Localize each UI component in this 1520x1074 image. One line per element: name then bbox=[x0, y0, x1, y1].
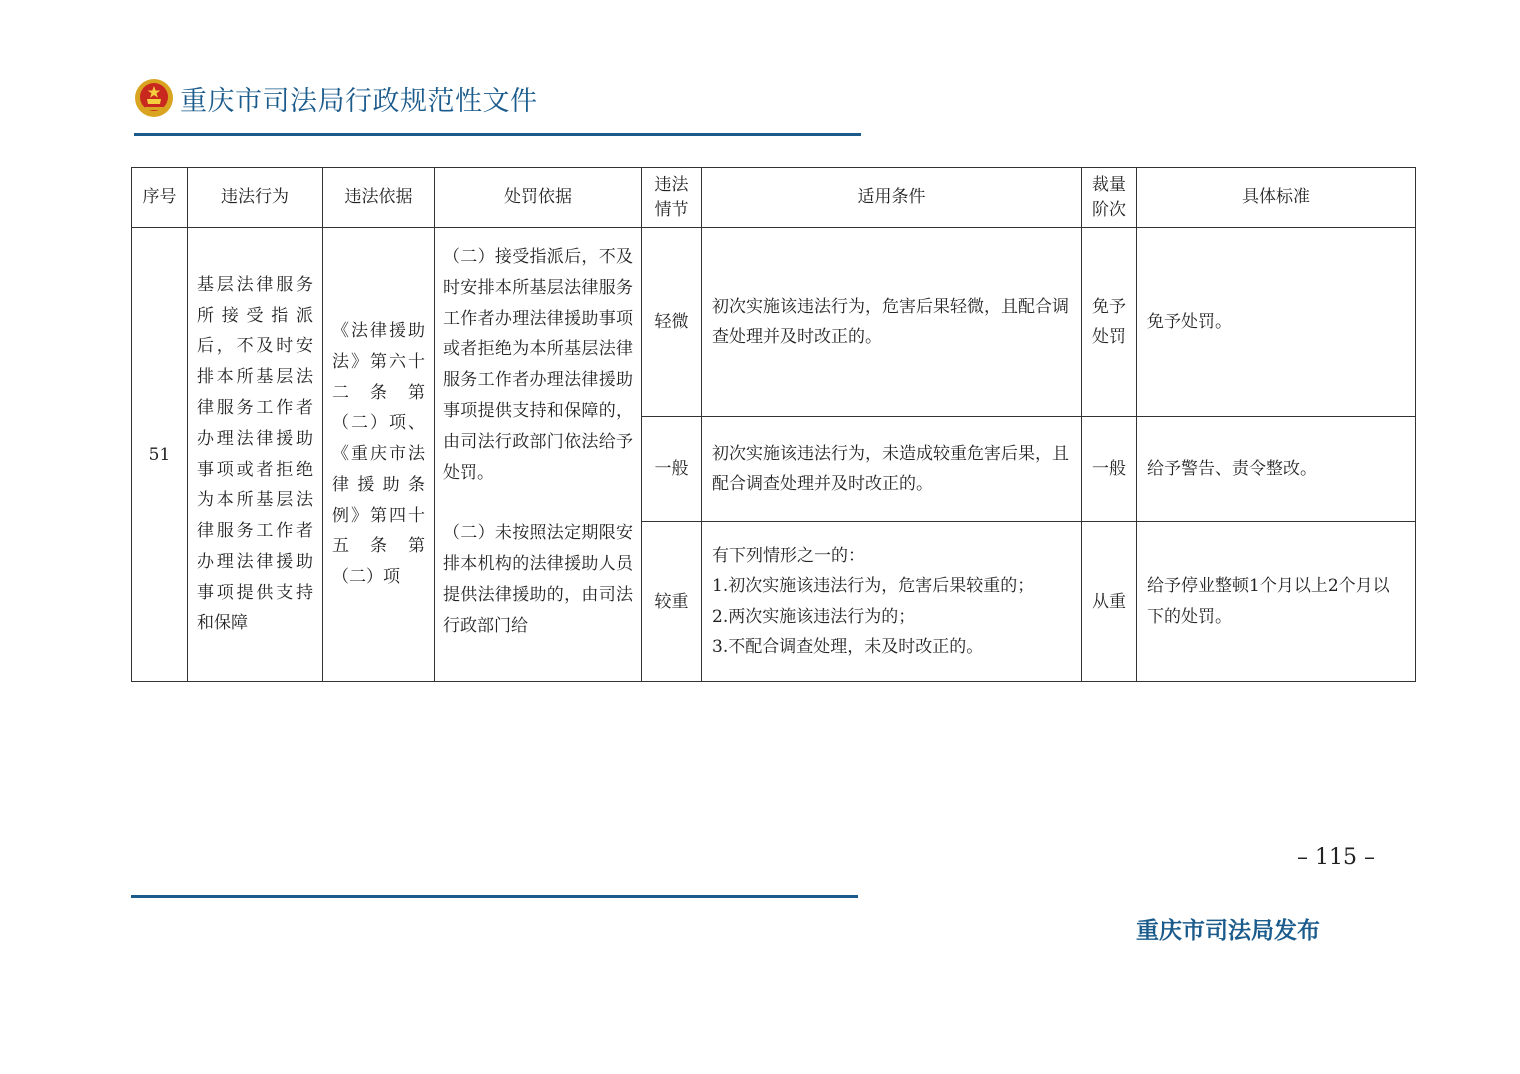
cell-level-serious: 从重 bbox=[1082, 522, 1137, 682]
col-header-seq: 序号 bbox=[132, 168, 188, 228]
table-header-row bbox=[132, 168, 1416, 228]
col-header-severity bbox=[642, 168, 702, 228]
cell-seq: 51 bbox=[132, 228, 188, 682]
col-header-level bbox=[1082, 168, 1137, 228]
cell-standard-serious: 给予停业整顿1个月以上2个月以下的处罚。 bbox=[1137, 522, 1416, 682]
footer-rule bbox=[131, 895, 858, 898]
document-title: 重庆市司法局行政规范性文件 bbox=[180, 85, 538, 117]
cell-level-minor bbox=[1082, 228, 1137, 417]
col-header-severity-text: 违法情节 bbox=[654, 174, 689, 220]
col-header-act: 违法行为 bbox=[188, 168, 323, 228]
cell-condition-minor bbox=[702, 228, 1082, 417]
cell-standard-general: 给予警告、责令整改。 bbox=[1137, 417, 1416, 522]
table-row bbox=[132, 228, 1416, 417]
cell-condition-general bbox=[702, 417, 1082, 522]
condition-line: 初次实施该违法行为，危害后果轻微，且配合调查处理并及时改正的。 bbox=[712, 296, 1069, 347]
cell-level-general: 一般 bbox=[1082, 417, 1137, 522]
penalty-standard-table bbox=[131, 167, 1416, 682]
cell-legal-basis: 《法律援助法》第六十二条第（二）项、《重庆市法律援助条例》第四十五条第（二）项 bbox=[323, 228, 435, 682]
cell-condition-serious bbox=[702, 522, 1082, 682]
cell-severity-minor: 轻微 bbox=[642, 228, 702, 417]
condition-line: 有下列情形之一的： bbox=[712, 545, 865, 566]
document-header bbox=[134, 78, 538, 118]
cell-standard-minor: 免予处罚。 bbox=[1137, 228, 1416, 417]
col-header-basis: 违法依据 bbox=[323, 168, 435, 228]
level-text: 免予处罚 bbox=[1091, 297, 1126, 347]
cell-severity-general: 一般 bbox=[642, 417, 702, 522]
national-emblem-icon bbox=[134, 78, 174, 118]
header-rule bbox=[134, 133, 861, 136]
penalty-basis-para-1: （二）接受指派后，不及时安排本所基层法律服务工作者办理法律援助事项或者拒绝为本所基层法律服务工作者办理法律援助事项提供支持和保障的，由司法行政部门依法给予处罚。 bbox=[443, 247, 633, 483]
condition-line: 2.两次实施该违法行为的； bbox=[712, 606, 916, 627]
page-number: – 115 – bbox=[1297, 845, 1375, 870]
condition-line: 初次实施该违法行为，未造成较重危害后果，且配合调查处理并及时改正的。 bbox=[712, 443, 1069, 494]
publisher-label: 重庆市司法局发布 bbox=[1136, 918, 1320, 944]
cell-illegal-act: 基层法律服务所接受指派后，不及时安排本所基层法律服务工作者办理法律援助事项或者拒绝为本所基层法律服务工作者办理法律援助事项提供支持和保障 bbox=[188, 228, 323, 682]
col-header-penalty-basis: 处罚依据 bbox=[435, 168, 642, 228]
condition-line: 3.不配合调查处理，未及时改正的。 bbox=[712, 637, 984, 657]
cell-penalty-basis bbox=[435, 228, 642, 682]
col-header-condition: 适用条件 bbox=[702, 168, 1082, 228]
penalty-basis-para-2: （二）未按照法定期限安排本机构的法律援助人员提供法律援助的，由司法行政部门给 bbox=[443, 523, 633, 636]
col-header-standard: 具体标准 bbox=[1137, 168, 1416, 228]
col-header-level-text: 裁量阶次 bbox=[1091, 174, 1126, 220]
cell-severity-serious: 较重 bbox=[642, 522, 702, 682]
condition-line: 1.初次实施该违法行为，危害后果较重的； bbox=[712, 576, 1035, 596]
